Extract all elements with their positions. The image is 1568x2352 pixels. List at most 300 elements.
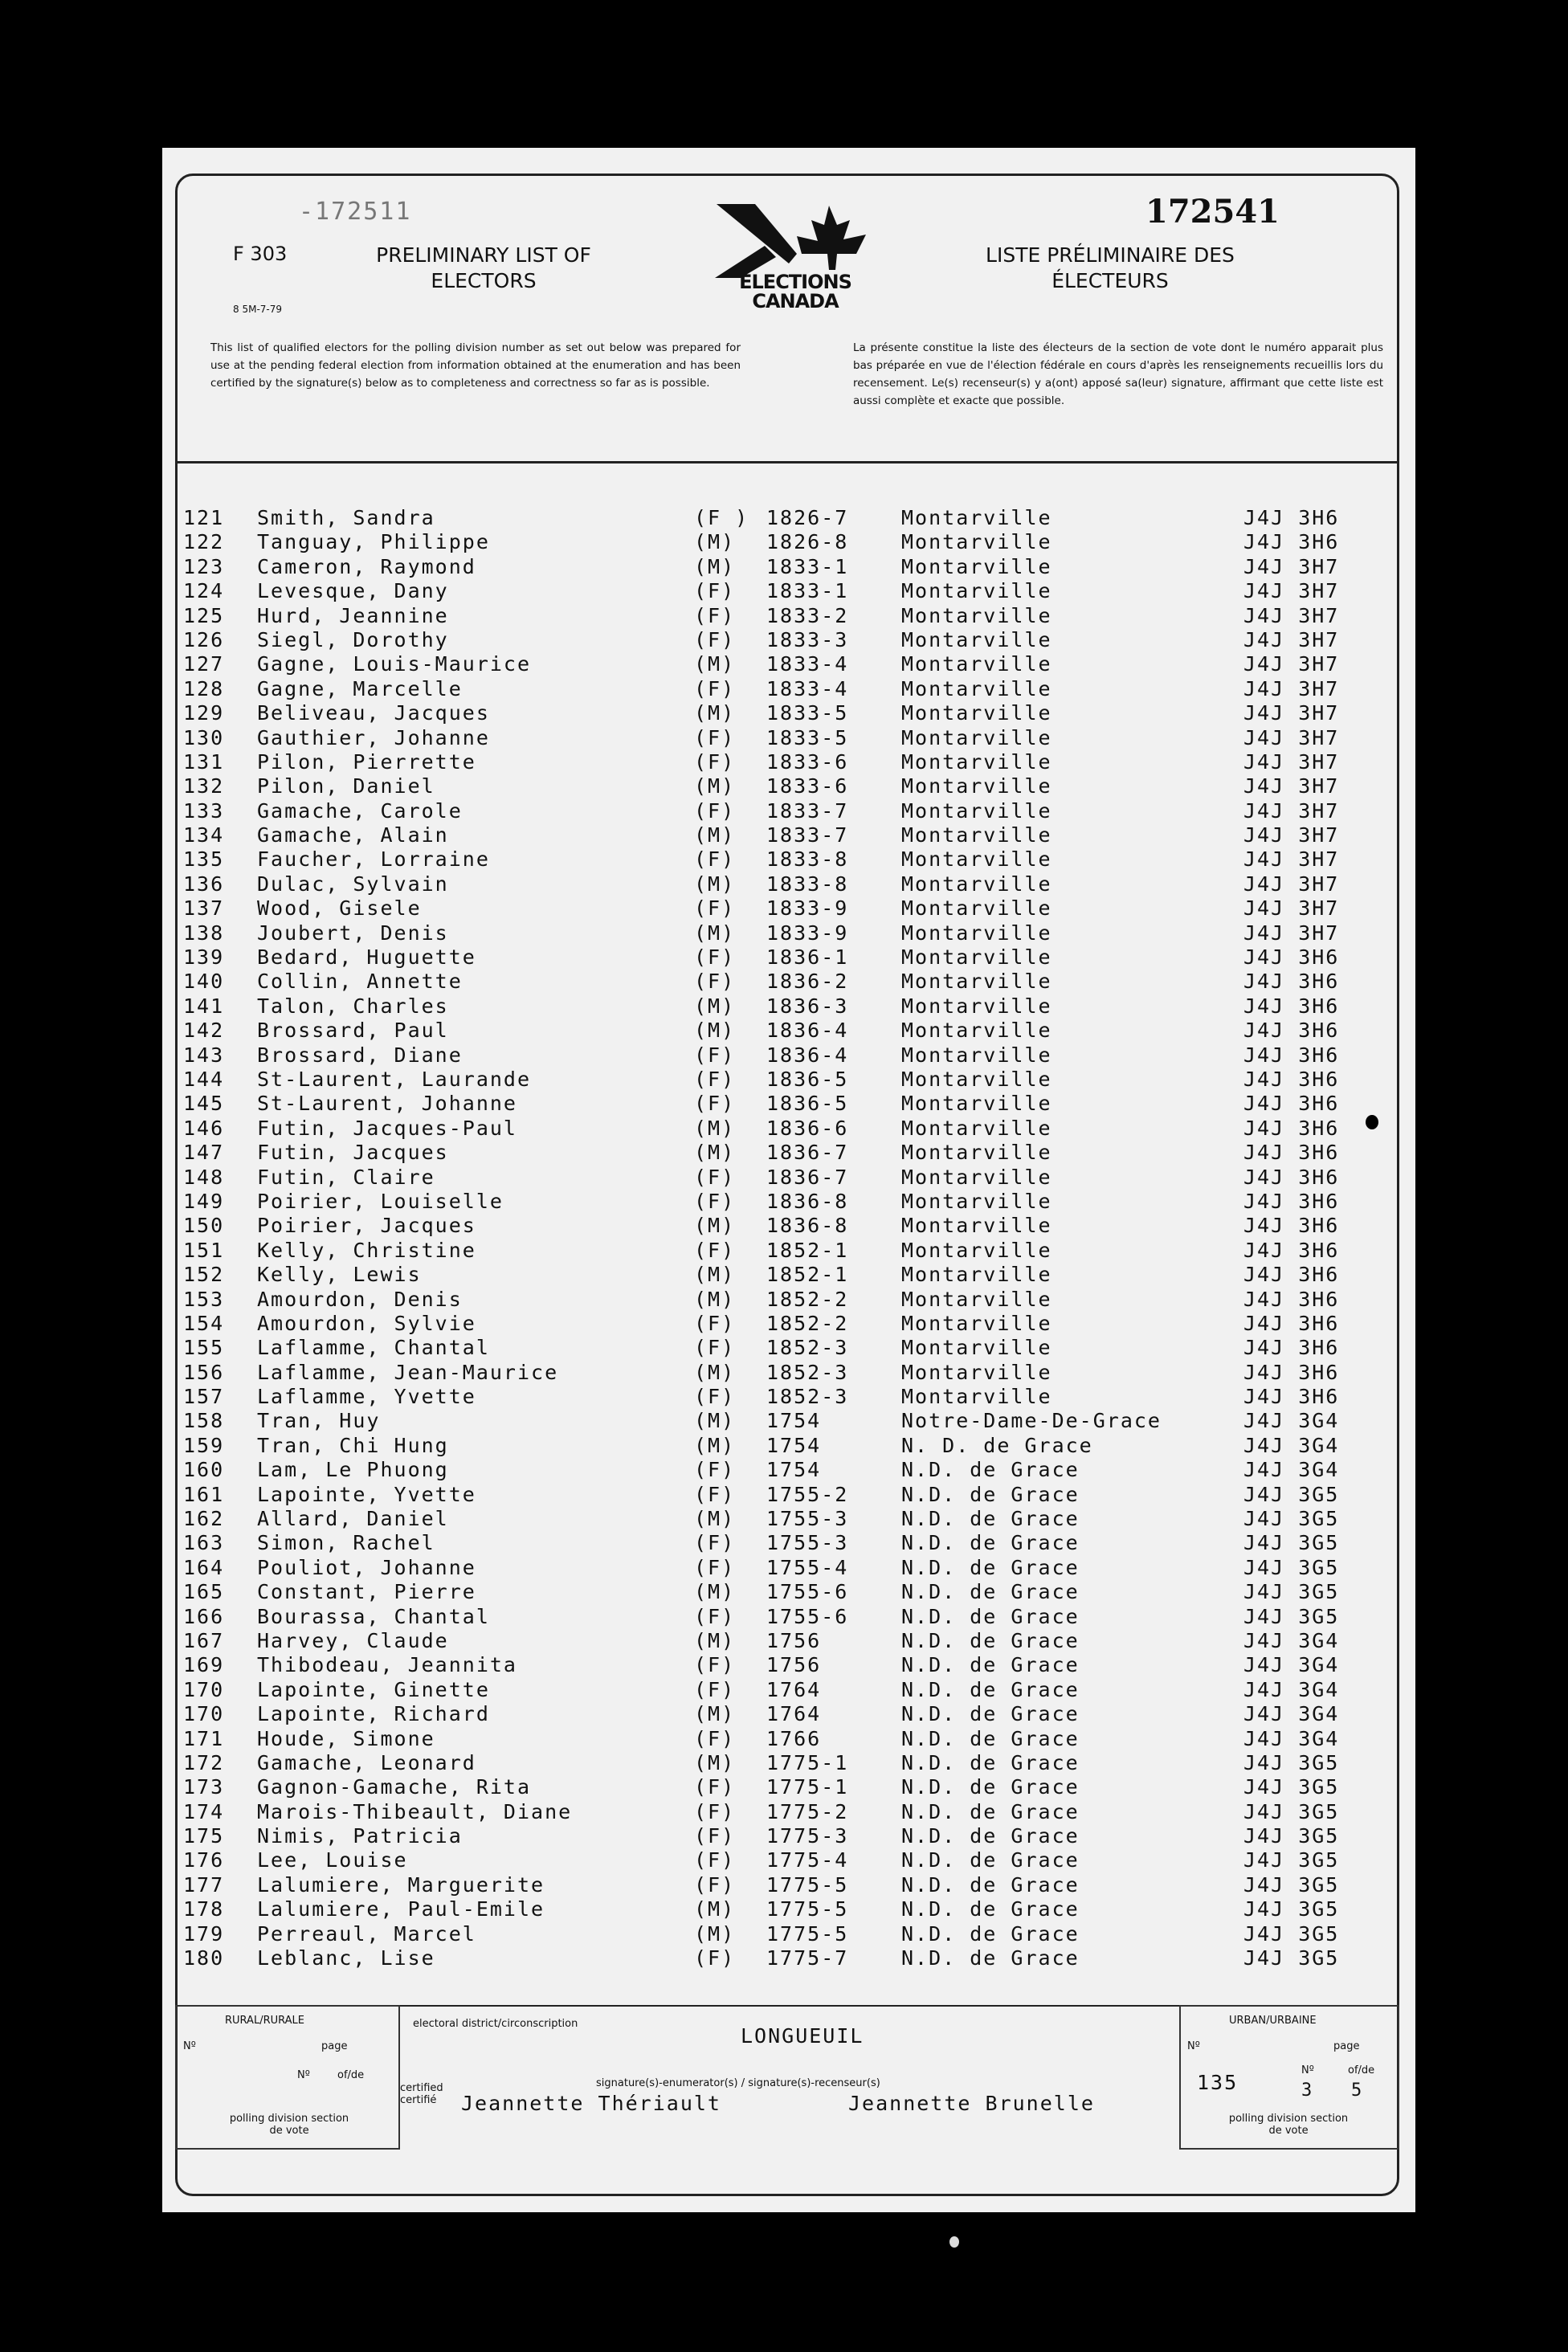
list-item [162,823,1415,847]
list-item [162,1653,1415,1677]
elector-postal-code: J4J 3H7 [1243,701,1340,725]
elector-division-code: 1833-5 [766,701,849,725]
elector-municipality: N.D. de Grace [901,1824,1080,1848]
elector-sex: (M) [694,1214,736,1238]
list-item [162,1068,1415,1092]
elector-name: Lalumiere, Paul-Emile [257,1897,545,1921]
elector-postal-code: J4J 3G5 [1243,1775,1340,1799]
elector-sex: (M) [694,872,736,896]
elector-number: 180 [183,1946,225,1970]
elector-division-code: 1852-2 [766,1311,849,1335]
list-item [162,1922,1415,1946]
elector-number: 129 [183,701,225,725]
elector-division-code: 1836-4 [766,1043,849,1067]
elector-sex: (M) [694,1141,736,1165]
elector-postal-code: J4J 3H7 [1243,774,1340,798]
elector-division-code: 1852-2 [766,1287,849,1311]
elector-sex: (F) [694,1092,736,1116]
elector-sex: (M) [694,774,736,798]
elector-division-code: 1775-5 [766,1921,849,1946]
elector-postal-code: J4J 3H7 [1243,798,1340,823]
list-item [162,1141,1415,1165]
elector-municipality: N. D. de Grace [901,1433,1093,1457]
elector-number: 143 [183,1043,225,1067]
elector-municipality: Montarville [901,1165,1052,1189]
elector-name: Gamache, Alain [257,823,449,847]
elector-number: 147 [183,1141,225,1165]
elector-division-code: 1754 [766,1458,822,1482]
elector-municipality: N.D. de Grace [901,1677,1080,1701]
elector-name: Levesque, Dany [257,579,449,603]
elector-number: 136 [183,872,225,896]
elector-municipality: Montarville [901,627,1052,651]
elector-name: Gagne, Louis-Maurice [257,652,532,676]
elector-name: Beliveau, Jacques [257,701,490,725]
elector-name: Wood, Gisele [257,896,422,921]
list-item [162,994,1415,1019]
elector-number: 178 [183,1897,225,1921]
elector-postal-code: J4J 3H6 [1243,1385,1340,1409]
list-item [162,1605,1415,1629]
elector-number: 137 [183,896,225,921]
list-item [162,628,1415,652]
urban-of-label: of/de [1348,2064,1375,2076]
elector-name: Pouliot, Johanne [257,1555,476,1579]
elector-name: Gamache, Carole [257,798,463,823]
list-item [162,506,1415,530]
logo-wordmark: ELECTIONS CANADA [739,271,851,312]
ink-spot [1366,1115,1378,1129]
elector-division-code: 1833-4 [766,676,849,700]
elector-name: Tran, Huy [257,1409,381,1433]
elector-number: 153 [183,1287,225,1311]
elector-postal-code: J4J 3G5 [1243,1750,1340,1774]
elector-municipality: N.D. de Grace [901,1921,1080,1946]
elector-municipality: Montarville [901,1336,1052,1360]
elector-sex: (M) [694,1750,736,1774]
elector-name: Gauthier, Johanne [257,725,490,749]
urban-polling-division-label: polling division section de vote [1228,2113,1349,2137]
elector-municipality: Montarville [901,725,1052,749]
form-number: F 303 [233,243,288,265]
elector-municipality: Montarville [901,1214,1052,1238]
list-item [162,1897,1415,1921]
list-item [162,799,1415,823]
elector-postal-code: J4J 3H6 [1243,994,1340,1018]
elector-municipality: N.D. de Grace [901,1531,1080,1555]
elector-division-code: 1833-4 [766,652,849,676]
elector-sex: (F) [694,896,736,921]
elector-sex: (F) [694,1531,736,1555]
elector-name: Faucher, Lorraine [257,847,490,872]
elector-number: 163 [183,1531,225,1555]
elector-postal-code: J4J 3H7 [1243,579,1340,603]
elector-sex: (F) [694,725,736,749]
rural-page-label: page [321,2040,348,2052]
elector-number: 154 [183,1311,225,1335]
list-item [162,1288,1415,1312]
intro-english: This list of qualified electors for the polling division number as set out below was prepared for use at the pending federal election from information obtained at the enumeration and has been certified by the signature(s) below as to completeness and correctness so far as is possible. [210,341,741,390]
elector-name: Perreaul, Marcel [257,1921,476,1946]
elector-name: Futin, Jacques-Paul [257,1116,517,1140]
elector-division-code: 1833-7 [766,823,849,847]
elector-municipality: N.D. de Grace [901,1580,1080,1604]
elector-sex: (M) [694,1580,736,1604]
elector-municipality: Montarville [901,1043,1052,1067]
elector-number: 145 [183,1092,225,1116]
elector-postal-code: J4J 3H7 [1243,872,1340,896]
elector-sex: (F) [694,847,736,872]
elector-division-code: 1836-4 [766,1019,849,1043]
elector-sex: (F) [694,676,736,700]
elector-municipality: Montarville [901,896,1052,921]
list-item [162,1043,1415,1068]
list-item [162,1092,1415,1116]
elector-municipality: Montarville [901,798,1052,823]
elector-postal-code: J4J 3G5 [1243,1507,1340,1531]
elector-postal-code: J4J 3G4 [1243,1653,1340,1677]
elector-name: Nimis, Patricia [257,1824,463,1848]
elector-sex: (F) [694,1555,736,1579]
elector-postal-code: J4J 3H6 [1243,1311,1340,1335]
elector-municipality: N.D. de Grace [901,1848,1080,1872]
polling-division-number: 135 [1197,2071,1239,2094]
elector-name: Tanguay, Philippe [257,530,490,554]
list-item [162,1946,1415,1970]
elector-municipality: N.D. de Grace [901,1628,1080,1652]
elector-division-code: 1826-8 [766,530,849,554]
elector-division-code: 1833-1 [766,554,849,578]
elector-postal-code: J4J 3G5 [1243,1921,1340,1946]
elector-postal-code: J4J 3G4 [1243,1677,1340,1701]
elector-municipality: Montarville [901,1141,1052,1165]
list-item [162,1117,1415,1141]
elector-sex: (F) [694,1677,736,1701]
elector-postal-code: J4J 3H6 [1243,1238,1340,1262]
elector-number: 174 [183,1799,225,1823]
elector-postal-code: J4J 3H7 [1243,652,1340,676]
elector-number: 156 [183,1360,225,1384]
rural-label: RURAL/RURALE [225,2015,304,2027]
elector-number: 157 [183,1385,225,1409]
urban-no-label: Nº [1187,2040,1200,2052]
elector-name: Lapointe, Richard [257,1702,490,1726]
elector-name: Amourdon, Sylvie [257,1311,476,1335]
elector-postal-code: J4J 3H6 [1243,1263,1340,1287]
elector-number: 170 [183,1677,225,1701]
elector-number: 127 [183,652,225,676]
elector-name: Lapointe, Yvette [257,1482,476,1506]
elector-municipality: Montarville [901,945,1052,970]
list-item [162,1239,1415,1263]
elector-sex: (F) [694,627,736,651]
elector-division-code: 1755-4 [766,1555,849,1579]
list-item [162,701,1415,725]
elector-number: 177 [183,1872,225,1897]
elector-postal-code: J4J 3H6 [1243,970,1340,994]
elector-division-code: 1756 [766,1653,822,1677]
list-item [162,1580,1415,1604]
elector-number: 158 [183,1409,225,1433]
list-item [162,1824,1415,1848]
elector-name: Kelly, Christine [257,1238,476,1262]
elector-sex: (F) [694,1872,736,1897]
elector-division-code: 1775-5 [766,1897,849,1921]
elector-municipality: Montarville [901,774,1052,798]
elector-name: Houde, Simone [257,1726,435,1750]
elector-municipality: Montarville [901,701,1052,725]
elector-postal-code: J4J 3H6 [1243,1287,1340,1311]
elector-number: 141 [183,994,225,1018]
elector-name: Gagnon-Gamache, Rita [257,1775,532,1799]
elector-municipality: Montarville [901,994,1052,1018]
elector-postal-code: J4J 3G4 [1243,1458,1340,1482]
elector-municipality: Montarville [901,1385,1052,1409]
list-item [162,1629,1415,1653]
elector-name: Simon, Rachel [257,1531,435,1555]
elector-name: Joubert, Denis [257,921,449,945]
elector-sex: (F) [694,1848,736,1872]
elector-sex: (F) [694,970,736,994]
elector-number: 171 [183,1726,225,1750]
document-sheet [162,148,1415,2212]
elector-postal-code: J4J 3G4 [1243,1628,1340,1652]
elector-number: 140 [183,970,225,994]
elector-number: 128 [183,676,225,700]
elector-number: 150 [183,1214,225,1238]
elector-name: Cameron, Raymond [257,554,476,578]
list-item [162,1458,1415,1482]
elector-number: 167 [183,1628,225,1652]
elector-name: Talon, Charles [257,994,449,1018]
elector-division-code: 1775-3 [766,1824,849,1848]
elector-municipality: N.D. de Grace [901,1872,1080,1897]
list-item [162,1263,1415,1287]
elector-number: 121 [183,506,225,529]
elector-postal-code: J4J 3H7 [1243,725,1340,749]
elector-name: Siegl, Dorothy [257,627,449,651]
list-item [162,1385,1415,1409]
elector-name: Leblanc, Lise [257,1946,435,1970]
elector-postal-code: J4J 3H7 [1243,603,1340,627]
elector-municipality: N.D. de Grace [901,1458,1080,1482]
elector-division-code: 1833-1 [766,579,849,603]
elector-postal-code: J4J 3G4 [1243,1702,1340,1726]
elector-name: Tran, Chi Hung [257,1433,449,1457]
rural-page-no-label: Nº [297,2069,310,2081]
district-name: LONGUEUIL [741,2024,864,2048]
elector-division-code: 1775-4 [766,1848,849,1872]
elector-division-code: 1833-9 [766,896,849,921]
list-item [162,1336,1415,1360]
elector-municipality: Montarville [901,554,1052,578]
elector-postal-code: J4J 3H6 [1243,506,1340,529]
elector-postal-code: J4J 3G5 [1243,1555,1340,1579]
elector-name: Laflamme, Yvette [257,1385,476,1409]
elector-division-code: 1836-5 [766,1092,849,1116]
elector-division-code: 1833-2 [766,603,849,627]
list-item [162,1531,1415,1555]
elector-name: Collin, Annette [257,970,463,994]
elector-municipality: Notre-Dame-De-Grace [901,1409,1162,1433]
elector-name: Gamache, Leonard [257,1750,476,1774]
elector-division-code: 1764 [766,1702,822,1726]
elector-sex: (M) [694,1507,736,1531]
elector-division-code: 1836-7 [766,1141,849,1165]
elector-sex: (F) [694,1458,736,1482]
elector-municipality: N.D. de Grace [901,1750,1080,1774]
elector-division-code: 1833-6 [766,774,849,798]
list-item [162,1751,1415,1775]
form-date: 8 5M-7-79 [233,304,283,315]
rural-polling-division-label: polling division section de vote [229,2113,349,2137]
elector-municipality: Montarville [901,823,1052,847]
elector-postal-code: J4J 3H6 [1243,1043,1340,1067]
elector-municipality: Montarville [901,1263,1052,1287]
elector-division-code: 1852-1 [766,1263,849,1287]
elector-sex: (M) [694,1116,736,1140]
elector-number: 164 [183,1555,225,1579]
elector-municipality: Montarville [901,1360,1052,1384]
elector-municipality: Montarville [901,1238,1052,1262]
elector-postal-code: J4J 3G5 [1243,1531,1340,1555]
list-item [162,1190,1415,1214]
urban-label: URBAN/URBAINE [1229,2015,1317,2027]
list-item [162,530,1415,554]
elector-postal-code: J4J 3G4 [1243,1726,1340,1750]
elector-sex: (M) [694,652,736,676]
elector-division-code: 1764 [766,1677,822,1701]
elector-number: 162 [183,1507,225,1531]
list-item [162,945,1415,970]
elector-sex: (F) [694,1604,736,1628]
elector-division-code: 1836-6 [766,1116,849,1140]
list-item [162,1409,1415,1433]
elector-sex: (F) [694,1726,736,1750]
elector-division-code: 1833-8 [766,872,849,896]
enumerator-signature-2: Jeannette Brunelle [848,2092,1095,2115]
list-item [162,872,1415,896]
rural-no-label: Nº [183,2040,196,2052]
elector-name: Gagne, Marcelle [257,676,463,700]
elector-municipality: Montarville [901,921,1052,945]
list-item [162,1873,1415,1897]
elector-sex: (M) [694,554,736,578]
elector-postal-code: J4J 3G4 [1243,1409,1340,1433]
elector-municipality: Montarville [901,530,1052,554]
elector-number: 152 [183,1263,225,1287]
elector-division-code: 1836-1 [766,945,849,970]
elector-sex: (F) [694,1043,736,1067]
list-item [162,921,1415,945]
elector-postal-code: J4J 3H7 [1243,676,1340,700]
elector-sex: (F) [694,1238,736,1262]
elector-name: St-Laurent, Laurande [257,1067,532,1091]
elector-municipality: N.D. de Grace [901,1604,1080,1628]
elector-name: Lam, Le Phuong [257,1458,449,1482]
elector-sex: (F) [694,1385,736,1409]
elector-number: 125 [183,603,225,627]
film-speck [949,2236,959,2248]
elector-division-code: 1836-2 [766,970,849,994]
elector-sex: (M) [694,1360,736,1384]
elector-number: 160 [183,1458,225,1482]
enumerator-signature-1: Jeannette Thériault [461,2092,721,2115]
list-item [162,1702,1415,1726]
elector-municipality: Montarville [901,506,1052,529]
elector-number: 159 [183,1433,225,1457]
elector-postal-code: J4J 3H7 [1243,896,1340,921]
elector-division-code: 1833-7 [766,798,849,823]
elector-postal-code: J4J 3H6 [1243,530,1340,554]
elector-municipality: Montarville [901,652,1052,676]
certified-label: certified certifié [400,2082,443,2106]
elector-municipality: N.D. de Grace [901,1946,1080,1970]
list-item [162,970,1415,994]
elector-sex: (F) [694,1653,736,1677]
header-divider [175,461,1399,463]
elector-municipality: N.D. de Grace [901,1775,1080,1799]
list-item [162,1166,1415,1190]
intro-french: La présente constitue la liste des électeurs de la section de vote dont le numéro apparait plus bas préparée en vue de l'élection fédérale en cours d'après les renseignements recueillis lors du recensement. Le(s) recenseur(s) y a(ont) apposé sa(leur) signature, affirmant que cette liste est aussi complète et exacte que possible. [853,341,1383,407]
elector-number: 130 [183,725,225,749]
elector-number: 176 [183,1848,225,1872]
elector-sex: (F) [694,1824,736,1848]
elector-sex: (M) [694,530,736,554]
list-item [162,1434,1415,1458]
elector-name: Laflamme, Jean-Maurice [257,1360,559,1384]
urban-page-no-label: Nº [1301,2064,1314,2076]
list-item [162,1214,1415,1238]
elector-postal-code: J4J 3H7 [1243,749,1340,774]
elector-number: 126 [183,627,225,651]
elector-division-code: 1836-5 [766,1067,849,1091]
elector-name: Marois-Thibeault, Diane [257,1799,573,1823]
elector-division-code: 1775-2 [766,1799,849,1823]
elector-sex: (F) [694,945,736,970]
elector-division-code: 1754 [766,1433,822,1457]
elector-postal-code: J4J 3G5 [1243,1482,1340,1506]
elector-division-code: 1836-8 [766,1189,849,1213]
elector-sex: (F ) [694,506,749,529]
elector-municipality: Montarville [901,749,1052,774]
elector-postal-code: J4J 3H6 [1243,945,1340,970]
elector-number: 175 [183,1824,225,1848]
list-item [162,1312,1415,1336]
elector-municipality: Montarville [901,1019,1052,1043]
elector-division-code: 1833-9 [766,921,849,945]
elector-number: 169 [183,1653,225,1677]
elector-division-code: 1852-3 [766,1360,849,1384]
elector-name: Amourdon, Denis [257,1287,463,1311]
elector-number: 122 [183,530,225,554]
elector-number: 142 [183,1019,225,1043]
elector-name: Pilon, Pierrette [257,749,476,774]
elector-number: 151 [183,1238,225,1262]
elector-municipality: Montarville [901,1067,1052,1091]
elector-sex: (M) [694,1897,736,1921]
elector-municipality: Montarville [901,1116,1052,1140]
list-item [162,1800,1415,1824]
elector-sex: (M) [694,823,736,847]
list-item [162,774,1415,798]
elector-division-code: 1755-2 [766,1482,849,1506]
elector-municipality: Montarville [901,603,1052,627]
elector-municipality: Montarville [901,579,1052,603]
title-english: PRELIMINARY LIST OF ELECTORS [376,243,591,292]
elector-municipality: Montarville [901,847,1052,872]
elector-number: 148 [183,1165,225,1189]
